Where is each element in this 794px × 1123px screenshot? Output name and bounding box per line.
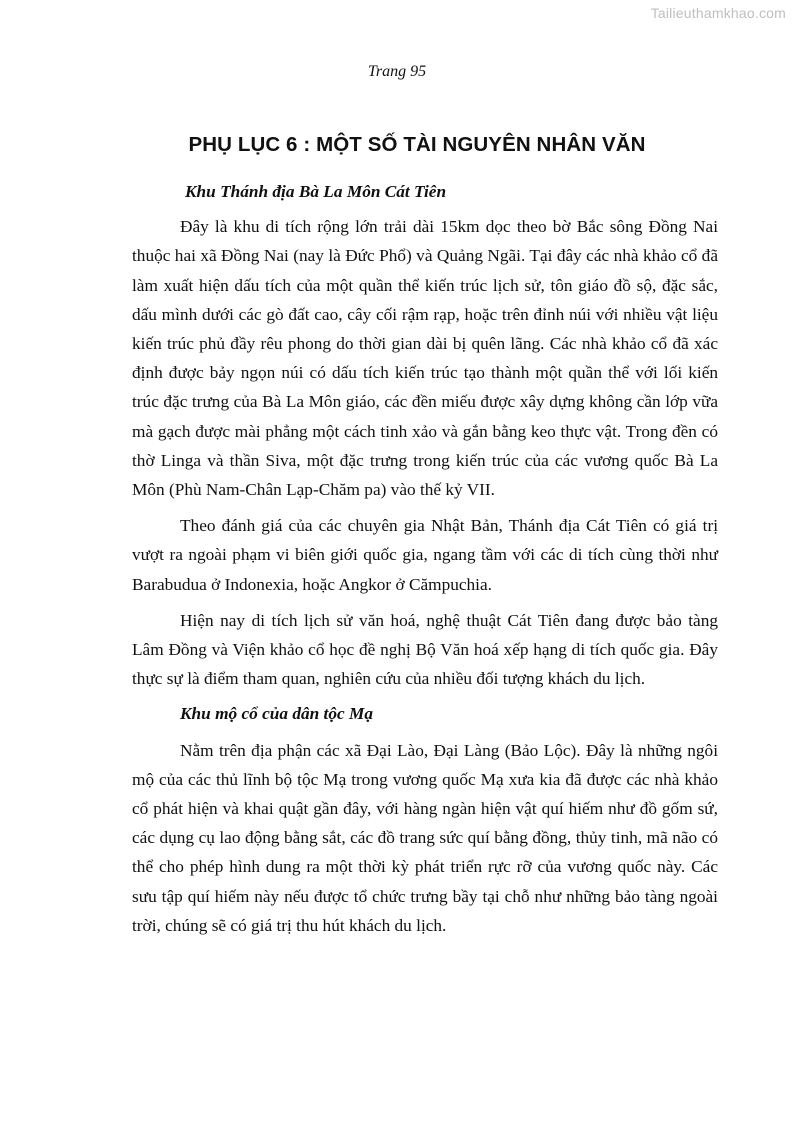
page-title: PHỤ LỤC 6 : MỘT SỐ TÀI NGUYÊN NHÂN VĂN: [188, 133, 646, 156]
section-heading-ma-tombs: Khu mộ cổ của dân tộc Mạ: [180, 704, 373, 724]
watermark: Tailieuthamkhao.com: [650, 5, 786, 21]
paragraph-cat-tien-intro: Đây là khu di tích rộng lớn trải dài 15km dọc theo bờ Bắc sông Đồng Nai thuộc hai xã Đồng Nai (nay là Đức Phổ) và Quảng Ngãi. Tại đây các nhà khảo cổ đã làm xuất hiện dấu tích của một quần thể kiến trúc lịch sử, tôn giáo đồ sộ, đặc sắc, dấu mình dưới các gò đất cao, cây cối rậm rạp, hoặc trên đỉnh núi với nhiều vật liệu kiến trúc phủ đầy rêu phong do thời gian dài bị quên lãng. Các nhà khảo cổ đã xác định được bảy ngọn núi có dấu tích kiến trúc tạo thành một quần thể với lối kiến trúc đặc trưng của Bà La Môn giáo, các đền miếu được xây dựng không cần lớp vữa mà gạch được mài phẳng một cách tinh xảo và gắn bằng keo thực vật. Trong đền có thờ Linga và thần Siva, một đặc trưng trong kiến trúc của các vương quốc Bà La Môn (Phù Nam-Chân Lạp-Chăm pa) vào thế kỷ VII.: [132, 217, 718, 500]
paragraph-ma-tombs: Nằm trên địa phận các xã Đại Lào, Đại Làng (Bảo Lộc). Đây là những ngôi mộ của các thủ lĩnh bộ tộc Mạ trong vương quốc Mạ xưa kia đã được các nhà khảo cổ phát hiện và khai quật gần đây, với hàng ngàn hiện vật quí hiếm như đồ gốm sứ, các dụng cụ lao động bằng sắt, các đồ trang sức quí bằng đồng, thủy tinh, mã não có thể cho phép hình dung ra một thời kỳ phát triển rực rỡ của vương quốc này. Các sưu tập quí hiếm này nếu được tổ chức trưng bầy tại chỗ như những bảo tàng ngoài trời, chúng sẽ có giá trị thu hút khách du lịch.: [132, 740, 718, 935]
section-heading-cat-tien: Khu Thánh địa Bà La Môn Cát Tiên: [185, 182, 447, 201]
paragraph-cat-tien-status: Hiện nay di tích lịch sử văn hoá, nghệ thuật Cát Tiên đang được bảo tàng Lâm Đồng và Viện khảo cổ học đề nghị Bộ Văn hoá xếp hạng di tích quốc gia. Đây thực sự là điểm tham quan, nghiên cứu của nhiều đối tượng khách du lịch.: [132, 610, 718, 689]
document-body: [132, 177, 718, 947]
paragraph-cat-tien-evaluation: Theo đánh giá của các chuyên gia Nhật Bản, Thánh địa Cát Tiên có giá trị vượt ra ngoài phạm vi biên giới quốc gia, ngang tầm với các di tích cùng thời như Barabudua ở Indonexia, hoặc Angkor ở Cămpuchia.: [132, 516, 718, 594]
page-number: Trang 95: [367, 63, 427, 80]
